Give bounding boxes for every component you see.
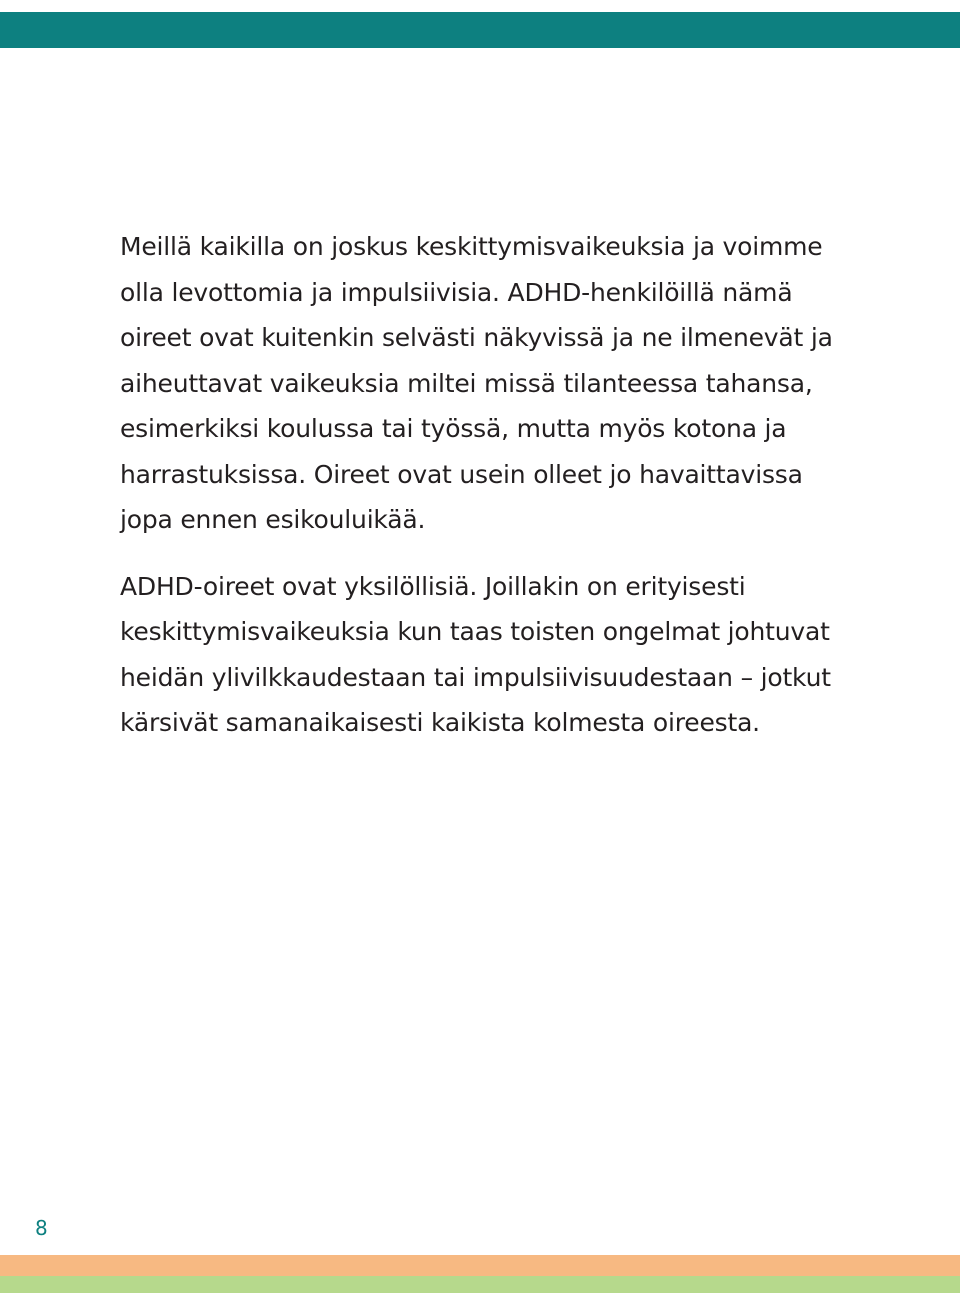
paragraph-1-line: esimerkiksi koulussa tai työssä, mutta myös kotona ja: [120, 414, 787, 443]
paragraph-1-line: jopa ennen esikouluikää.: [120, 505, 426, 534]
paragraph-1-line: oireet ovat kuitenkin selvästi näkyvissä ja ne ilmenevät ja: [120, 323, 833, 352]
paragraph-1-line: aiheuttavat vaikeuksia miltei missä tilanteessa tahansa,: [120, 368, 813, 398]
paragraph-1-line: harrastuksissa. Oireet ovat usein olleet jo havaittavissa: [120, 459, 803, 489]
paragraph-2-line: kärsivät samanaikaisesti kaikista kolmesta oireesta.: [120, 708, 760, 737]
paragraph-1-line: olla levottomia ja impulsiivisia. ADHD-henkilöillä nämä: [120, 277, 793, 307]
paragraph-2-line: keskittymisvaikeuksia kun taas toisten ongelmat johtuvat: [120, 617, 830, 646]
paragraph-2-line: ADHD-oireet ovat yksilöllisiä. Joillakin on erityisesti: [120, 571, 746, 601]
page-number: 8: [35, 1216, 48, 1240]
bottom-band-green: [0, 1276, 960, 1293]
bottom-band-orange: [0, 1255, 960, 1276]
top-decorative-band: [0, 12, 960, 48]
paragraph-1-line: Meillä kaikilla on joskus keskittymisvaikeuksia ja voimme: [120, 232, 823, 261]
paragraph-2-line: heidän ylivilkkaudestaan tai impulsiivisuudestaan – jotkut: [120, 662, 831, 692]
body-text: [120, 224, 860, 746]
